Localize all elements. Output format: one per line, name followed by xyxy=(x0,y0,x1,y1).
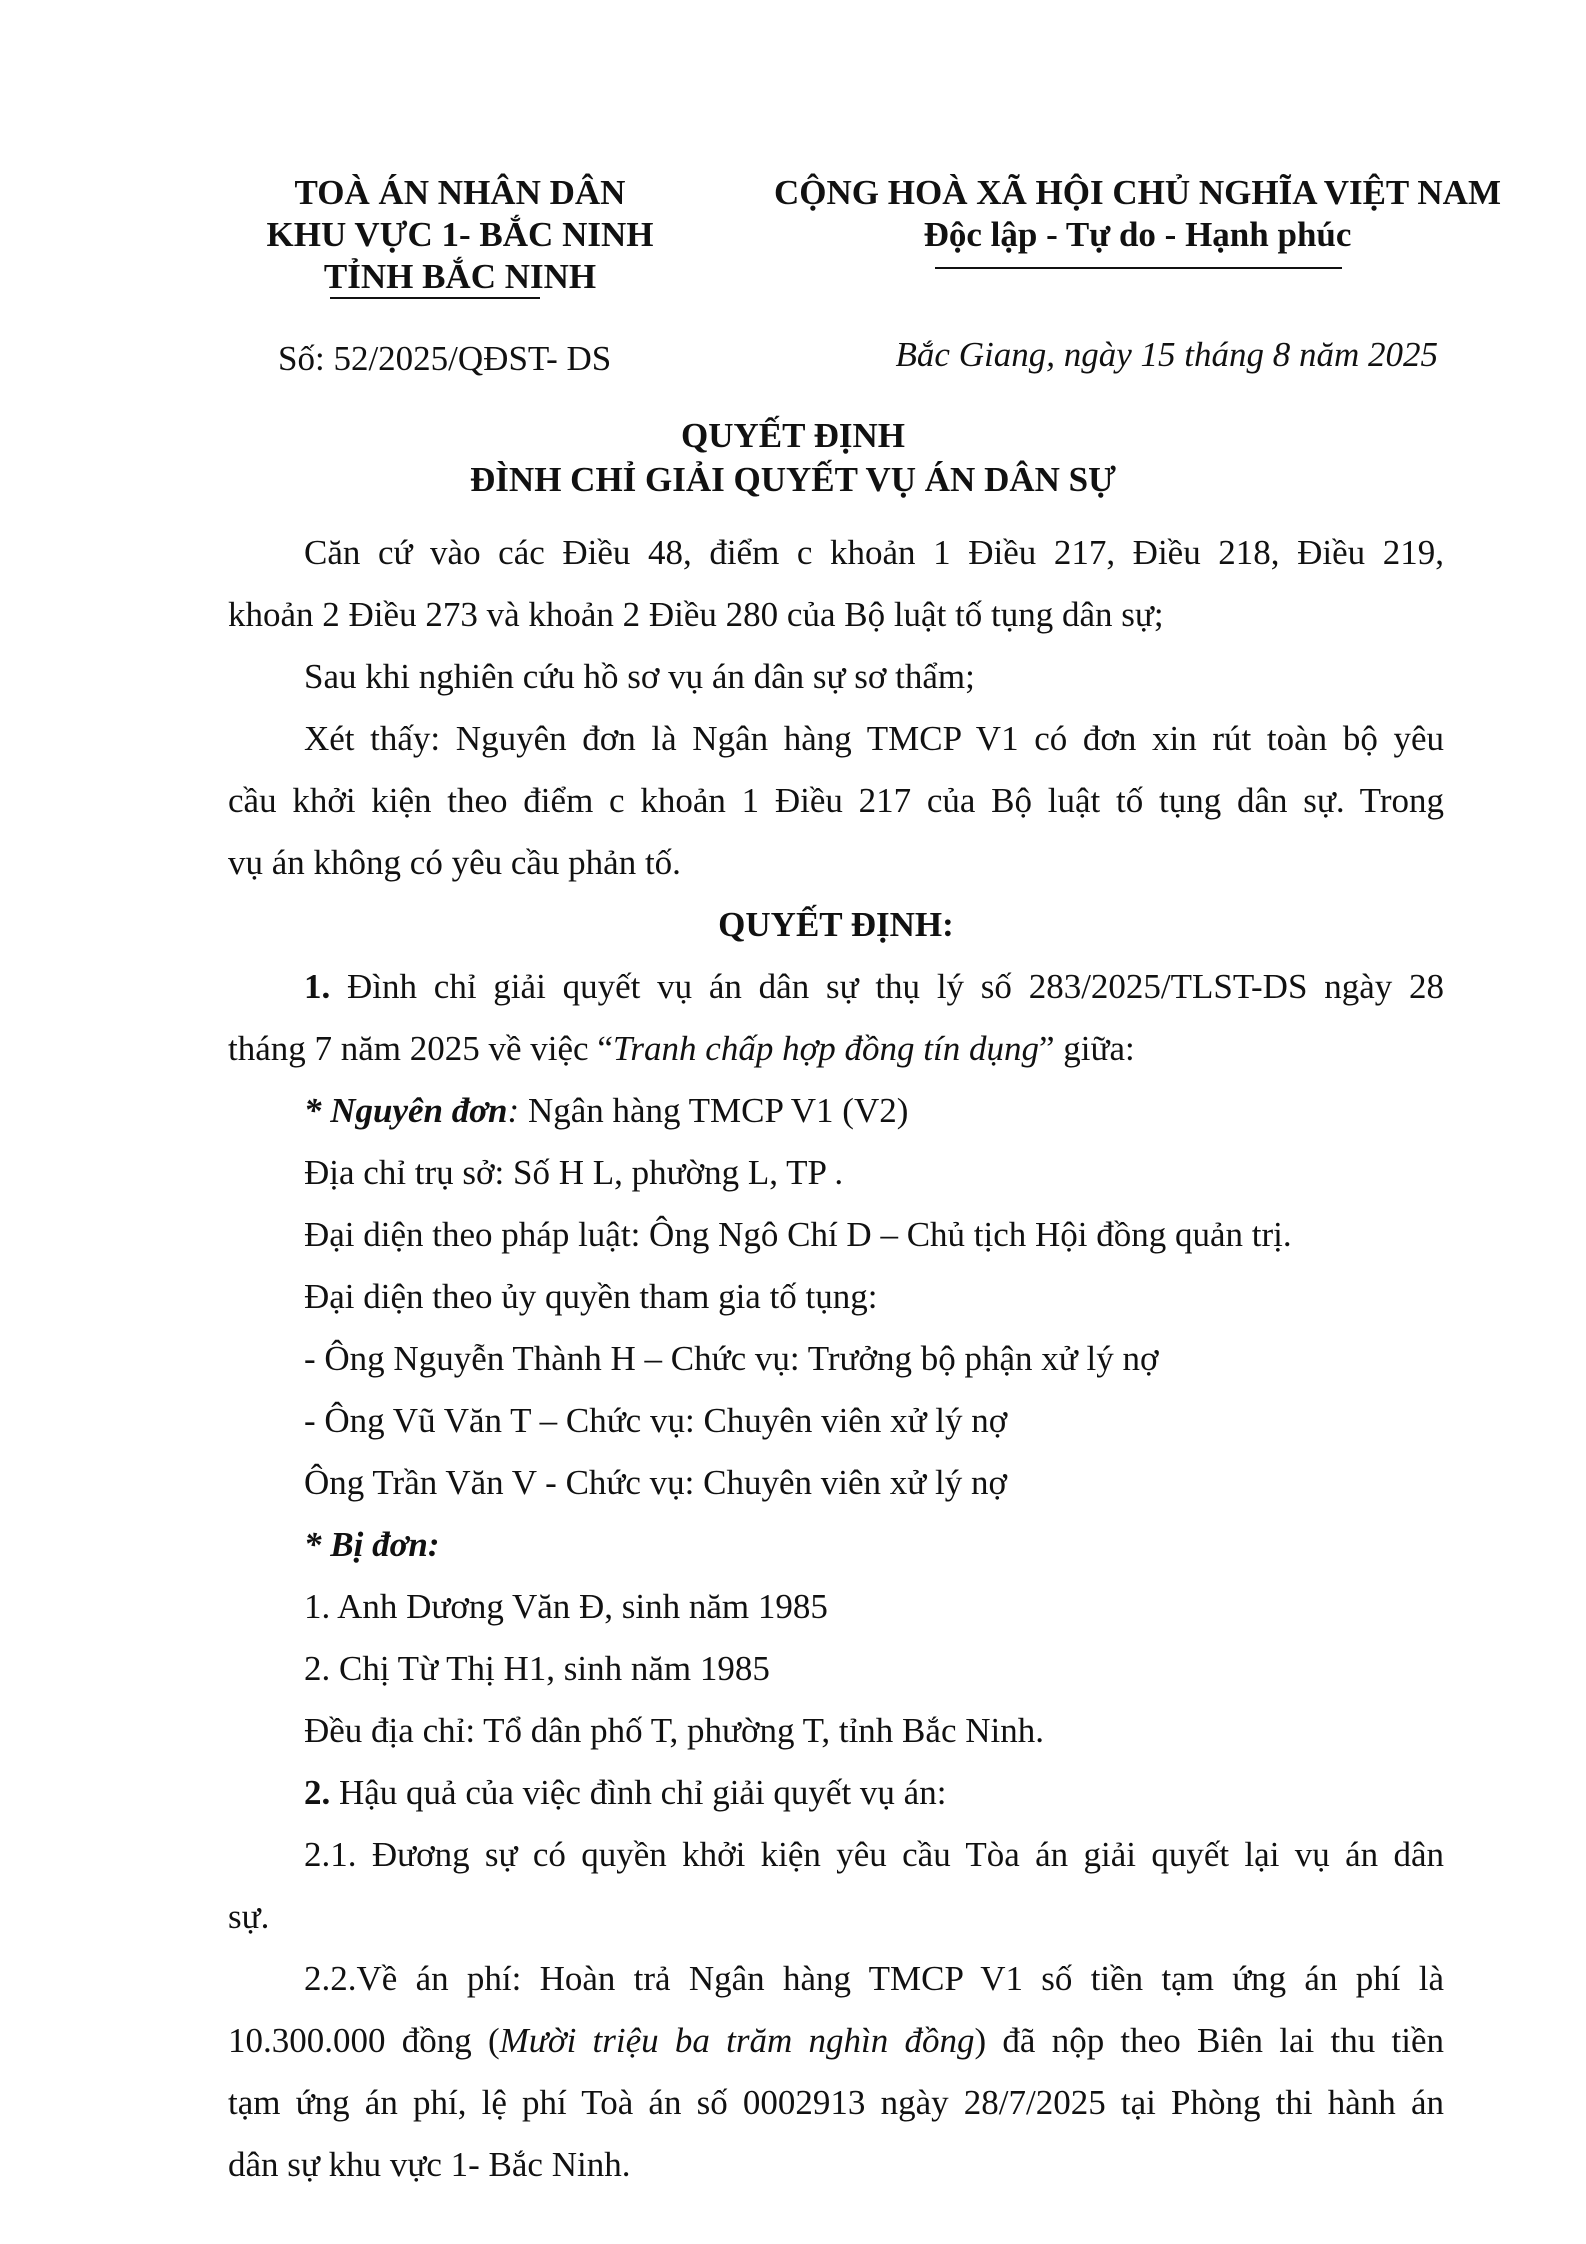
document-body xyxy=(228,522,1444,2196)
decision-heading: QUYẾT ĐỊNH: xyxy=(718,905,954,944)
title-line-2: ĐÌNH CHỈ GIẢI QUYẾT VỤ ÁN DÂN SỰ xyxy=(470,460,1116,499)
place-and-date: Bắc Giang, ngày 15 tháng 8 năm 2025 xyxy=(895,335,1438,374)
finding-line-1: Xét thấy: Nguyên đơn là Ngân hàng TMCP V1 có đơn xin rút toàn bộ yêu xyxy=(304,719,1444,758)
plaintiff-line xyxy=(228,1080,1444,1142)
basis-line-1: Căn cứ vào các Điều 48, điểm c khoản 1 Điều 217, Điều 218, Điều 219, xyxy=(304,533,1444,572)
plaintiff-auth-rep: Đại diện theo ủy quyền tham gia tố tụng: xyxy=(304,1277,878,1316)
court-name-block xyxy=(250,172,670,298)
plaintiff-rep-2: - Ông Vũ Văn T – Chức vụ: Chuyên viên xử lý nợ xyxy=(304,1401,1008,1440)
item-1-line-2-pre: tháng 7 năm 2025 về việc “ xyxy=(228,1029,613,1068)
item-1-line-2 xyxy=(228,1018,1444,1080)
item-1-number: 1. xyxy=(304,967,331,1006)
plaintiff-rep-3: Ông Trần Văn V - Chức vụ: Chuyên viên xử lý nợ xyxy=(304,1463,1007,1502)
document-number: Số: 52/2025/QĐST- DS xyxy=(278,339,612,378)
document-title xyxy=(200,414,1386,502)
defendant-2: 2. Chị Từ Thị H1, sinh năm 1985 xyxy=(304,1649,770,1688)
court-name-line-3: TỈNH BẮC NINH xyxy=(323,257,597,296)
national-motto-block xyxy=(745,172,1530,256)
finding-line-2: cầu khởi kiện theo điểm c khoản 1 Điều 217 của Bộ luật tố tụng dân sự. Trong xyxy=(228,781,1444,820)
item-2-line xyxy=(228,1762,1444,1824)
court-name-underline xyxy=(330,297,540,299)
item-2-1-line-1: 2.1. Đương sự có quyền khởi kiện yêu cầu Tòa án giải quyết lại vụ án dân xyxy=(304,1835,1444,1874)
basis-line-3: Sau khi nghiên cứu hồ sơ vụ án dân sự sơ thẩm; xyxy=(304,657,975,696)
item-2-1-line-2: sự. xyxy=(228,1897,270,1936)
plaintiff-legal-rep: Đại diện theo pháp luật: Ông Ngô Chí D – Chủ tịch Hội đồng quản trị. xyxy=(304,1215,1292,1254)
plaintiff-address: Địa chỉ trụ sở: Số H L, phường L, TP . xyxy=(304,1153,844,1192)
basis-line-2: khoản 2 Điều 273 và khoản 2 Điều 280 của Bộ luật tố tụng dân sự; xyxy=(228,595,1164,634)
item-2-2-line-2 xyxy=(228,2010,1444,2072)
plaintiff-colon: : xyxy=(507,1091,520,1130)
item-1-line-2-post: ” giữa: xyxy=(1038,1029,1135,1068)
case-type: Tranh chấp hợp đồng tín dụng xyxy=(612,1029,1039,1068)
defendant-address: Đều địa chỉ: Tổ dân phố T, phường T, tỉnh Bắc Ninh. xyxy=(304,1711,1044,1750)
national-name: CỘNG HOÀ XÃ HỘI CHỦ NGHĨA VIỆT NAM xyxy=(774,173,1501,212)
item-2-2-line-2-post: ) đã nộp theo Biên lai thu tiền xyxy=(974,2021,1444,2060)
defendant-line xyxy=(228,1514,1444,1576)
national-motto: Độc lập - Tự do - Hạnh phúc xyxy=(923,215,1352,254)
court-name-line-1: TOÀ ÁN NHÂN DÂN xyxy=(294,173,626,212)
motto-underline xyxy=(935,267,1342,269)
defendant-label: * Bị đơn: xyxy=(304,1525,440,1564)
defendant-1: 1. Anh Dương Văn Đ, sinh năm 1985 xyxy=(304,1587,828,1626)
plaintiff-label: * Nguyên đơn xyxy=(304,1091,508,1130)
title-line-1: QUYẾT ĐỊNH xyxy=(681,416,905,455)
amount-in-words: Mười triệu ba trăm nghìn đồng xyxy=(499,2021,975,2060)
item-1-text: Đình chỉ giải quyết vụ án dân sự thụ lý số 283/2025/TLST-DS ngày 28 xyxy=(330,967,1444,1006)
item-2-2-line-2-pre: 10.300.000 đồng ( xyxy=(228,2021,500,2060)
item-2-2-line-4: dân sự khu vực 1- Bắc Ninh. xyxy=(228,2145,631,2184)
court-name-line-2: KHU VỰC 1- BẮC NINH xyxy=(266,215,654,254)
item-1-line-1 xyxy=(228,956,1444,1018)
item-2-2-line-3: tạm ứng án phí, lệ phí Toà án số 0002913 ngày 28/7/2025 tại Phòng thi hành án xyxy=(228,2083,1444,2122)
finding-line-3: vụ án không có yêu cầu phản tố. xyxy=(228,843,681,882)
item-2-2-line-1: 2.2.Về án phí: Hoàn trả Ngân hàng TMCP V1 số tiền tạm ứng án phí là xyxy=(304,1959,1444,1998)
plaintiff-name: Ngân hàng TMCP V1 (V2) xyxy=(519,1091,909,1130)
item-2-number: 2. xyxy=(304,1773,331,1812)
plaintiff-rep-1: - Ông Nguyễn Thành H – Chức vụ: Trưởng bộ phận xử lý nợ xyxy=(304,1339,1159,1378)
item-2-text: Hậu quả của việc đình chỉ giải quyết vụ án: xyxy=(330,1773,947,1812)
